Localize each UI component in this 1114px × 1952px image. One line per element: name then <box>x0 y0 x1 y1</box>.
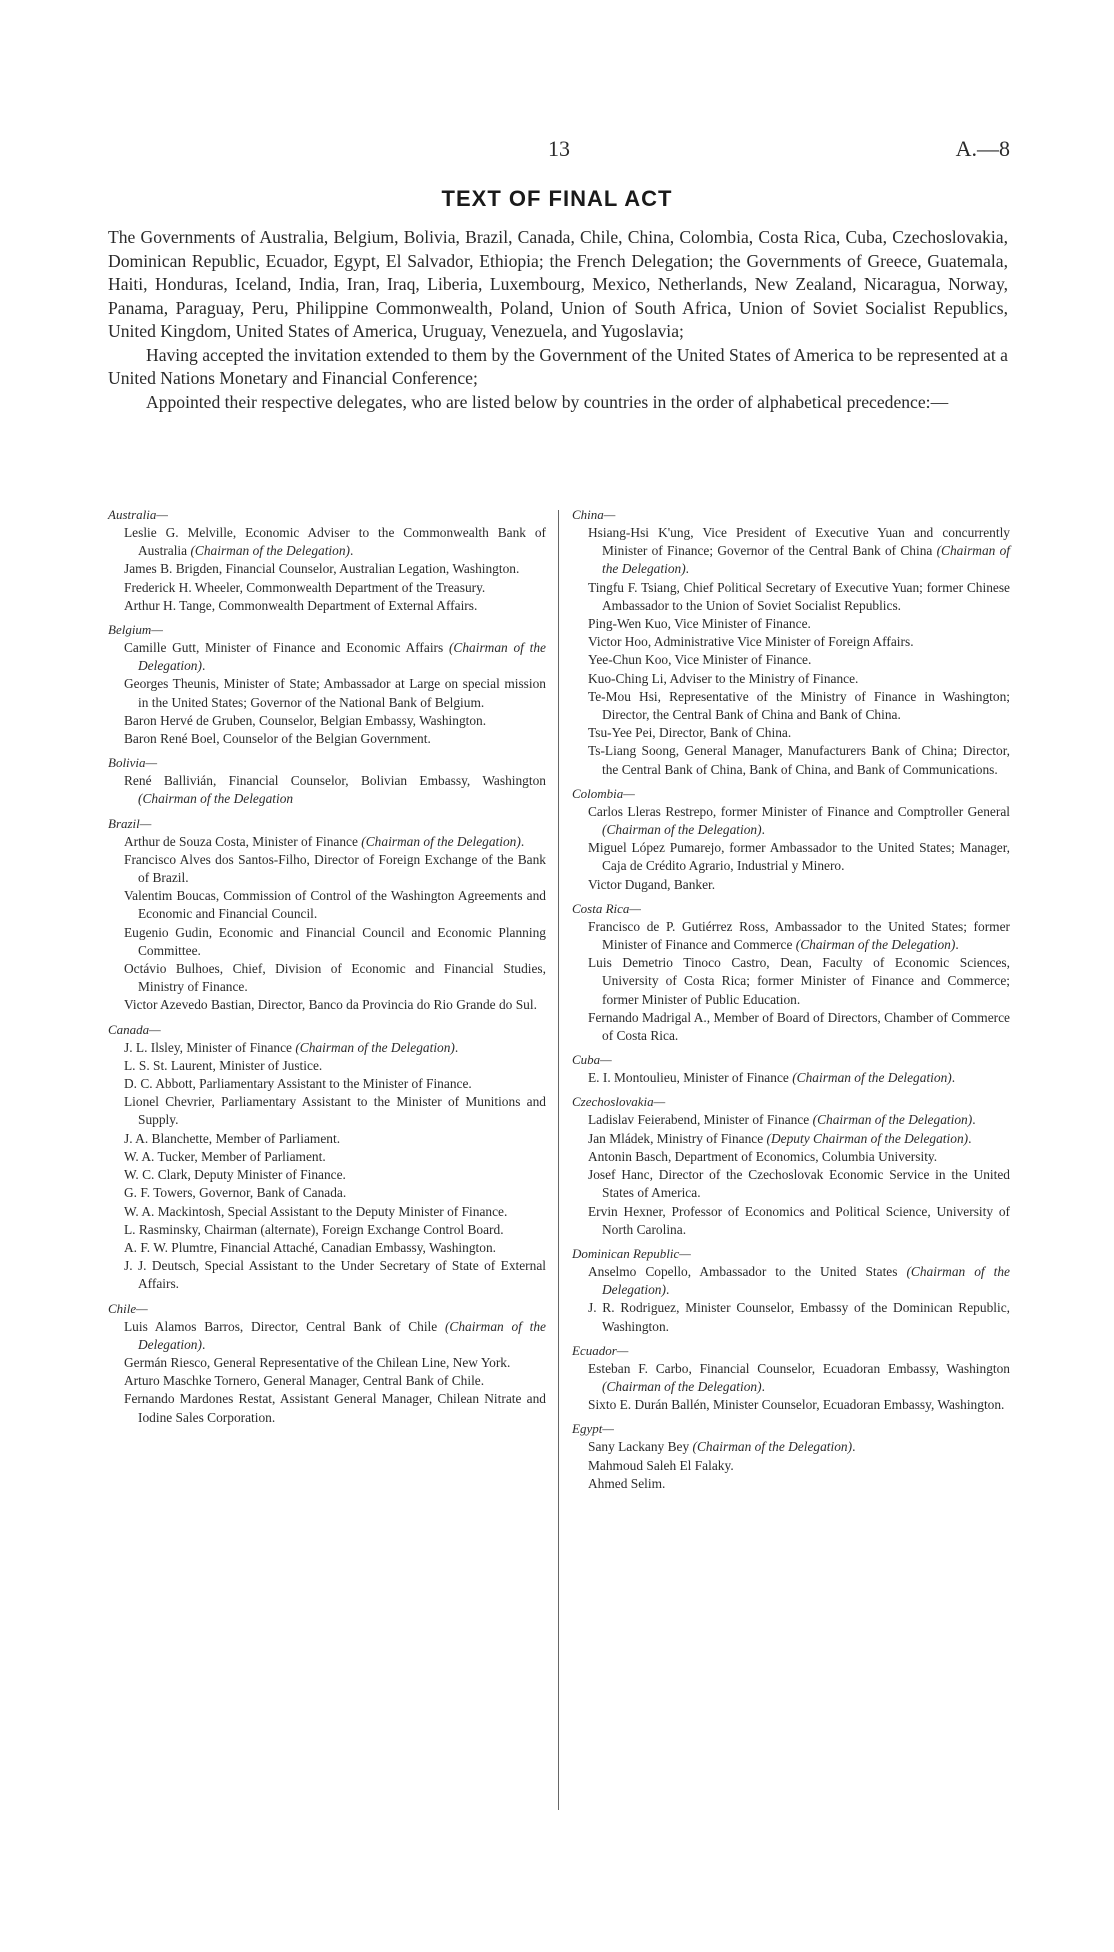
delegate-entry <box>108 1239 546 1257</box>
delegate-text: Carlos Lleras Restrepo, former Minister of Finance and Comptroller General <box>588 803 1010 819</box>
delegate-entry <box>572 1396 1010 1414</box>
delegation-role: (Deputy Chairman of the Delegation) <box>766 1130 969 1146</box>
entry-punctuation: . <box>972 1112 976 1128</box>
delegate-entry <box>572 615 1010 633</box>
country-heading: Colombia— <box>572 785 635 801</box>
delegate-text: Ervin Hexner, Professor of Economics and Political Science, University of North Carolina. <box>588 1203 1010 1237</box>
delegate-entry <box>572 839 1010 875</box>
delegate-entry <box>572 670 1010 688</box>
entry-punctuation: . <box>350 543 354 559</box>
delegate-entry <box>108 833 546 851</box>
delegate-entry <box>572 1203 1010 1239</box>
delegate-entry <box>108 560 546 578</box>
delegate-entry <box>572 742 1010 778</box>
delegate-text: Luis Alamos Barros, Director, Central Bank of Chile <box>124 1318 438 1334</box>
delegate-entry <box>108 730 546 748</box>
delegate-entry <box>108 597 546 615</box>
entry-punctuation: . <box>951 1070 956 1086</box>
delegate-text: W. A. Mackintosh, Special Assistant to the Deputy Minister of Finance. <box>124 1203 508 1219</box>
entry-punctuation: . <box>201 658 206 674</box>
page-title: TEXT OF FINAL ACT <box>441 186 673 211</box>
delegate-entry <box>572 1009 1010 1045</box>
entry-punctuation: . <box>761 1378 765 1394</box>
delegate-text: Esteban F. Carbo, Financial Counselor, Ecuadoran Embassy, Washington <box>588 1360 1010 1376</box>
delegate-text: L. Rasminsky, Chairman (alternate), Foreign Exchange Control Board. <box>124 1221 504 1237</box>
delegate-entry <box>108 639 546 675</box>
delegate-text: Baron René Boel, Counselor of the Belgian Government. <box>124 731 431 747</box>
delegate-entry <box>108 1354 546 1372</box>
country-heading: Chile— <box>108 1300 148 1316</box>
delegate-entry <box>108 851 546 887</box>
delegate-text: J. J. Deutsch, Special Assistant to the Under Secretary of State of External Affairs. <box>124 1258 546 1292</box>
delegate-text: Tsu-Yee Pei, Director, Bank of China. <box>588 725 792 741</box>
delegate-text: Sixto E. Durán Ballén, Minister Counselor, Ecuadoran Embassy, Washington. <box>588 1397 1005 1413</box>
delegation-role: (Chairman of the Delegation) <box>138 1318 546 1352</box>
delegate-text: Leslie G. Melville, Economic Adviser to the Commonwealth Bank of Australia <box>124 525 546 559</box>
delegate-entry <box>572 918 1010 954</box>
delegate-entry <box>572 803 1010 839</box>
delegation-role: (Chairman of the Delegation) <box>138 640 546 674</box>
delegate-entry <box>108 1203 546 1221</box>
delegate-text: L. S. St. Laurent, Minister of Justice. <box>124 1057 323 1073</box>
column-divider <box>558 510 559 1810</box>
country-heading: Brazil— <box>108 815 152 831</box>
country-heading: Costa Rica— <box>572 900 641 916</box>
delegate-text: Antonin Basch, Department of Economics, Columbia University. <box>588 1148 938 1164</box>
intro-paragraph: Having accepted the invitation extended to them by the Government of the United States of America to be represented at a United Nations Monetary and Financial Conference; <box>108 344 1008 388</box>
delegate-entry <box>108 1075 546 1093</box>
delegate-text: E. I. Montoulieu, Minister of Finance <box>588 1070 789 1086</box>
delegation-role: (Chairman of the Delegation) <box>602 543 1010 577</box>
delegate-text: Yee-Chun Koo, Vice Minister of Finance. <box>588 652 812 668</box>
entry-punctuation: . <box>454 1039 459 1055</box>
country-heading: Cuba— <box>572 1052 612 1068</box>
entry-punctuation: . <box>852 1439 856 1455</box>
delegate-entry <box>108 524 546 560</box>
delegation-role: (Chairman of the Delegation) <box>812 1112 973 1128</box>
delegate-entry <box>572 1360 1010 1396</box>
delegate-text: Ahmed Selim. <box>588 1475 666 1491</box>
delegate-entry <box>572 1130 1010 1148</box>
delegate-entry <box>108 960 546 996</box>
delegate-text: Victor Dugand, Banker. <box>588 876 716 892</box>
delegate-text: Francisco de P. Gutiérrez Ross, Ambassador to the United States; former Minister of Finance and Commerce <box>588 918 1010 953</box>
delegate-text: G. F. Towers, Governor, Bank of Canada. <box>124 1185 347 1201</box>
delegate-text: Fernando Mardones Restat, Assistant General Manager, Chilean Nitrate and Iodine Sales Corporation. <box>124 1391 546 1425</box>
delegate-text: Mahmoud Saleh El Falaky. <box>588 1457 734 1473</box>
delegate-entry <box>108 1318 546 1354</box>
delegate-text: Hsiang-Hsi K'ung, Vice President of Executive Yuan and concurrently Minister of Finance; Governor of the Central Bank of China <box>588 525 1010 559</box>
delegate-entry <box>572 1166 1010 1202</box>
delegate-entry <box>108 887 546 923</box>
delegate-text: Victor Azevedo Bastian, Director, Banco da Provincia do Rio Grande do Sul. <box>124 997 537 1013</box>
delegate-entry <box>108 1372 546 1390</box>
delegation-role: (Chairman of the Delegation) <box>361 833 521 849</box>
delegate-text: Arturo Maschke Tornero, General Manager, Central Bank of Chile. <box>124 1373 485 1389</box>
delegate-entry <box>572 1438 1010 1456</box>
country-heading: Egypt— <box>572 1421 614 1437</box>
delegate-entry <box>108 712 546 730</box>
delegate-text: Valentim Boucas, Commission of Control of the Washington Agreements and Economic and Financial Council. <box>124 888 546 922</box>
delegate-entry <box>108 579 546 597</box>
delegate-entry <box>108 675 546 711</box>
delegate-text: Octávio Bulhoes, Chief, Division of Economic and Financial Studies, Ministry of Finance. <box>124 961 546 995</box>
delegate-text: Victor Hoo, Administrative Vice Minister of Foreign Affairs. <box>588 634 914 650</box>
delegates-left-column <box>108 506 546 1427</box>
delegate-entry <box>572 1069 1010 1087</box>
country-heading: Canada— <box>108 1021 161 1037</box>
delegate-text: Tingfu F. Tsiang, Chief Political Secretary of Executive Yuan; former Chinese Ambassador to the Union of Soviet Socialist Republics. <box>588 579 1010 613</box>
delegate-text: Georges Theunis, Minister of State; Ambassador at Large on special mission in the United States; Governor of the National Bank of Belgium. <box>124 676 546 710</box>
delegate-text: Jan Mládek, Ministry of Finance <box>588 1130 764 1146</box>
delegate-entry <box>108 1221 546 1239</box>
delegate-entry <box>108 1390 546 1426</box>
delegate-entry <box>108 1257 546 1293</box>
intro-paragraph: The Governments of Australia, Belgium, Bolivia, Brazil, Canada, Chile, China, Colombia, Costa Rica, Cuba, Czechoslovakia, Dominican Republic, Ecuador, Egypt, El Salvador, Ethiopia; the French Delegation; the Governments of Greece, Guatemala, Haiti, Honduras, Iceland, India, Iran, Iraq, Liberia, Luxembourg, Mexico, Netherlands, New Zealand, Nicaragua, Norway, Panama, Paraguay, Peru, Philippine Commonwealth, Poland, Union of South Africa, Union of Soviet Socialist Republics, United Kingdom, United States of America, Uruguay, Venezuela, and Yugoslavia; <box>108 227 1008 341</box>
delegate-text: Francisco Alves dos Santos-Filho, Director of Foreign Exchange of the Bank of Brazil. <box>124 851 546 886</box>
intro-text <box>108 226 1008 414</box>
delegate-entry <box>572 633 1010 651</box>
intro-paragraph: Appointed their respective delegates, who are listed below by countries in the order of alphabetical precedence:— <box>146 391 949 412</box>
entry-punctuation: . <box>201 1336 206 1352</box>
delegate-entry <box>572 688 1010 724</box>
delegate-entry <box>108 1039 546 1057</box>
delegation-role: (Chairman of the Delegation) <box>190 543 351 559</box>
document-reference: A.—8 <box>955 136 1010 161</box>
country-heading: China— <box>572 507 616 522</box>
delegate-text: Arthur H. Tange, Commonwealth Department of External Affairs. <box>124 597 478 613</box>
delegate-text: A. F. W. Plumtre, Financial Attaché, Canadian Embassy, Washington. <box>124 1239 496 1255</box>
country-heading: Ecuador— <box>572 1342 629 1358</box>
delegate-text: Kuo-Ching Li, Adviser to the Ministry of Finance. <box>588 670 859 686</box>
delegate-text: Baron Hervé de Gruben, Counselor, Belgian Embassy, Washington. <box>124 712 487 728</box>
delegate-text: Frederick H. Wheeler, Commonwealth Department of the Treasury. <box>124 579 486 595</box>
delegation-role: (Chairman of the Delegation) <box>295 1039 455 1055</box>
delegates-right-column <box>572 506 1010 1493</box>
country-heading: Bolivia— <box>108 755 158 771</box>
delegate-entry <box>572 651 1010 669</box>
delegate-text: W. C. Clark, Deputy Minister of Finance. <box>124 1167 346 1183</box>
delegate-text: Josef Hanc, Director of the Czechoslovak Economic Service in the United States of America. <box>588 1167 1010 1201</box>
delegate-text: Camille Gutt, Minister of Finance and Economic Affairs <box>124 640 444 656</box>
delegation-role: (Chairman of the Delegation) <box>692 1439 853 1455</box>
entry-punctuation: . <box>520 833 525 849</box>
delegate-text: Ladislav Feierabend, Minister of Finance <box>588 1112 810 1128</box>
delegate-text: Eugenio Gudin, Economic and Financial Council and Economic Planning Committee. <box>124 924 546 958</box>
delegate-text: Anselmo Copello, Ambassador to the United States <box>588 1263 898 1279</box>
delegate-entry <box>108 1184 546 1202</box>
entry-punctuation: . <box>955 937 959 953</box>
delegate-entry <box>108 1148 546 1166</box>
delegate-entry <box>572 524 1010 579</box>
delegate-text: Miguel López Pumarejo, former Ambassador to the United States; Manager, Caja de Crédito Agrario, Industrial y Minero. <box>588 840 1010 874</box>
delegation-role: (Chairman of the Delegation <box>138 791 294 807</box>
entry-punctuation: . <box>685 561 690 577</box>
delegate-text: J. L. Ilsley, Minister of Finance <box>124 1039 292 1055</box>
delegate-entry <box>572 876 1010 894</box>
delegate-entry <box>572 724 1010 742</box>
delegate-text: Arthur de Souza Costa, Minister of Finance <box>124 833 358 849</box>
delegation-role: (Chairman of the Delegation) <box>602 1378 762 1394</box>
entry-punctuation: . <box>761 822 765 838</box>
delegate-entry <box>108 1093 546 1129</box>
delegate-entry <box>572 1263 1010 1299</box>
delegation-role: (Chairman of the Delegation) <box>792 1070 952 1086</box>
delegate-text: Luis Demetrio Tinoco Castro, Dean, Faculty of Economic Sciences, University of Costa Rica; former Minister of Finance and Commerce; former Minister of Public Education. <box>588 955 1010 1007</box>
delegate-entry <box>108 772 546 808</box>
delegate-text: James B. Brigden, Financial Counselor, Australian Legation, Washington. <box>124 561 520 577</box>
delegate-entry <box>572 579 1010 615</box>
country-heading: Belgium— <box>108 622 163 638</box>
country-heading: Czechoslovakia— <box>572 1094 666 1110</box>
delegate-entry <box>572 1299 1010 1335</box>
country-heading: Australia— <box>108 507 168 522</box>
entry-punctuation: . <box>968 1130 972 1146</box>
delegate-entry <box>572 1111 1010 1129</box>
delegate-text: Lionel Chevrier, Parliamentary Assistant to the Minister of Munitions and Supply. <box>124 1094 546 1128</box>
delegate-entry <box>572 1148 1010 1166</box>
delegate-entry <box>572 1475 1010 1493</box>
delegation-role: (Chairman of the Delegation) <box>795 937 956 953</box>
entry-punctuation: . <box>665 1282 670 1298</box>
delegation-role: (Chairman of the Delegation) <box>602 1263 1011 1298</box>
delegate-text: Ping-Wen Kuo, Vice Minister of Finance. <box>588 616 811 632</box>
page-number: 13 <box>548 136 570 161</box>
country-heading: Dominican Republic— <box>572 1245 691 1261</box>
delegate-entry <box>108 1166 546 1184</box>
delegate-entry <box>572 1457 1010 1475</box>
delegate-text: Germán Riesco, General Representative of the Chilean Line, New York. <box>124 1354 511 1370</box>
delegate-entry <box>108 996 546 1014</box>
delegation-role: (Chairman of the Delegation) <box>602 822 762 838</box>
delegate-text: Ts-Liang Soong, General Manager, Manufacturers Bank of China; Director, the Central Bank of China, Bank of China, and Bank of Communications. <box>588 743 1010 777</box>
delegate-text: J. R. Rodriguez, Minister Counselor, Embassy of the Dominican Republic, Washington. <box>588 1300 1010 1334</box>
delegate-text: J. A. Blanchette, Member of Parliament. <box>124 1130 341 1146</box>
delegate-entry <box>572 954 1010 1009</box>
delegate-entry <box>108 924 546 960</box>
delegate-entry <box>108 1130 546 1148</box>
delegate-text: Te-Mou Hsi, Representative of the Ministry of Finance in Washington; Director, the Central Bank of China and Bank of China. <box>588 688 1010 723</box>
delegate-text: D. C. Abbott, Parliamentary Assistant to the Minister of Finance. <box>124 1076 472 1092</box>
delegate-text: Sany Lackany Bey <box>588 1439 690 1455</box>
delegate-text: Fernando Madrigal A., Member of Board of Directors, Chamber of Commerce of Costa Rica. <box>588 1009 1010 1044</box>
delegate-entry <box>108 1057 546 1075</box>
delegate-text: W. A. Tucker, Member of Parliament. <box>124 1148 326 1164</box>
delegate-text: René Ballivián, Financial Counselor, Bolivian Embassy, Washington <box>124 773 546 789</box>
